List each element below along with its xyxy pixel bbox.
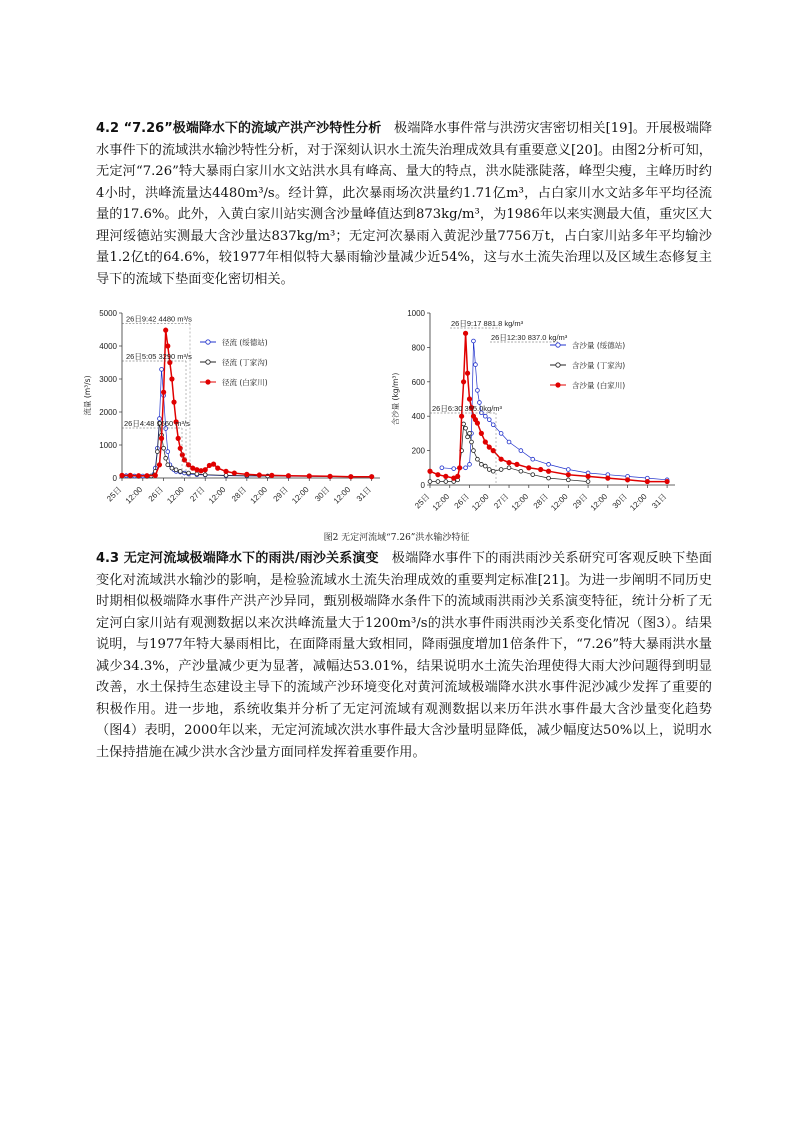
x-tick-label: 12:00: [549, 492, 570, 513]
data-point: [211, 462, 215, 466]
data-point: [328, 474, 332, 478]
data-point: [625, 478, 629, 482]
y-tick-label: 5000: [99, 309, 117, 318]
data-point: [203, 468, 207, 472]
data-point: [286, 473, 290, 477]
legend-label: 含沙量 (绥德站): [572, 341, 626, 350]
y-tick-label: 400: [411, 412, 425, 422]
section-4-3-heading: 4.3 无定河流域极端降水下的雨洪/雨沙关系演变: [96, 551, 379, 566]
data-point: [216, 466, 220, 470]
annotation-label: 26日4:48 1660 m³/s: [124, 419, 190, 428]
data-point: [465, 371, 469, 375]
data-point: [224, 469, 228, 473]
data-point: [515, 462, 519, 466]
x-tick-label: 25日: [413, 492, 432, 511]
legend-marker: [556, 343, 560, 347]
data-point: [476, 389, 480, 393]
data-point: [566, 472, 570, 476]
data-point: [491, 423, 495, 427]
data-point: [546, 469, 550, 473]
data-point: [461, 380, 465, 384]
data-point: [476, 457, 480, 461]
data-point: [606, 476, 610, 480]
x-tick-label: 28日: [531, 492, 550, 511]
data-point: [479, 431, 483, 435]
section-4-3-paragraph: [96, 548, 712, 763]
data-point: [166, 344, 170, 348]
data-point: [157, 463, 161, 467]
data-point: [180, 453, 184, 457]
data-point: [440, 466, 444, 470]
data-point: [172, 400, 176, 404]
data-point: [436, 480, 440, 484]
x-tick-label: 12:00: [165, 485, 186, 506]
x-tick-label: 30日: [313, 485, 332, 504]
data-point: [428, 469, 432, 473]
data-point: [199, 469, 203, 473]
y-tick-label: 0: [420, 481, 425, 490]
data-point: [455, 474, 459, 478]
data-point: [369, 474, 373, 478]
x-tick-label: 31日: [354, 485, 374, 504]
data-point: [464, 426, 468, 430]
y-axis-label: 流量 (m³/s): [83, 375, 92, 416]
data-point: [444, 480, 448, 484]
figure-caption: 图2 无定河流域“7.26”洪水输沙特征: [323, 533, 470, 543]
x-tick-label: 12:00: [430, 492, 452, 513]
data-point: [507, 440, 511, 444]
x-tick-label: 12:00: [470, 492, 491, 513]
data-point: [176, 436, 180, 440]
x-tick-label: 28日: [229, 485, 249, 504]
y-tick-label: 1000: [407, 309, 425, 318]
data-point: [203, 473, 207, 477]
x-tick-label: 12:00: [628, 492, 649, 513]
data-point: [232, 471, 236, 475]
data-point: [245, 472, 249, 476]
data-point: [507, 466, 511, 470]
x-tick-label: 25日: [105, 485, 124, 504]
data-point: [170, 377, 174, 381]
data-point: [586, 480, 590, 484]
data-point: [170, 466, 174, 470]
data-point: [136, 473, 140, 477]
data-point: [128, 473, 132, 477]
annotation-label: 26日9:17 881.8 kg/m³: [451, 319, 524, 328]
data-point: [499, 432, 503, 436]
data-point: [468, 462, 472, 466]
data-point: [547, 462, 551, 466]
legend-label: 含沙量 (白家川): [572, 381, 626, 390]
data-point: [464, 466, 468, 470]
data-point: [145, 473, 149, 477]
data-point: [178, 470, 182, 474]
y-tick-label: 800: [411, 343, 425, 353]
data-point: [483, 464, 487, 468]
data-point: [270, 473, 274, 477]
legend-marker: [206, 340, 210, 344]
section-4-2-paragraph: [96, 118, 712, 290]
data-point: [487, 418, 491, 422]
y-tick-label: 3000: [99, 375, 117, 384]
data-point: [160, 368, 164, 372]
data-point: [491, 469, 495, 473]
annotation-label: 26日9:42 4480 m³/s: [126, 314, 192, 324]
data-point: [468, 432, 472, 436]
data-point: [452, 467, 456, 471]
y-tick-label: 1000: [99, 441, 117, 450]
data-point: [153, 473, 157, 477]
legend-marker: [206, 360, 210, 364]
discharge-chart: [83, 300, 390, 522]
data-point: [499, 468, 503, 472]
x-tick-label: 30日: [610, 492, 629, 511]
annotation-label: 26日12:30 837.0 kg/m³: [491, 333, 568, 342]
x-tick-label: 12:00: [290, 485, 311, 506]
data-point: [487, 468, 491, 472]
data-point: [479, 462, 483, 466]
y-tick-label: 4000: [99, 342, 117, 351]
data-point: [547, 476, 551, 480]
data-point: [499, 457, 503, 461]
data-point: [475, 421, 479, 425]
legend-label: 径流 (白家川): [222, 378, 268, 387]
y-tick-label: 0: [112, 474, 117, 483]
x-tick-label: 12:00: [123, 485, 145, 506]
data-point: [195, 472, 199, 476]
data-point: [166, 463, 170, 467]
data-point: [307, 474, 311, 478]
legend-label: 含沙量 (丁家沟): [572, 361, 626, 370]
y-axis-label: 含沙量 (kg/m³): [391, 372, 400, 426]
data-point: [207, 463, 211, 467]
legend-label: 径流 (绥德站): [222, 338, 268, 347]
data-point: [483, 440, 487, 444]
data-point: [566, 468, 570, 472]
data-point: [459, 414, 463, 418]
legend-marker: [556, 383, 560, 387]
x-tick-label: 12:00: [206, 485, 228, 506]
x-tick-label: 29日: [571, 492, 590, 511]
data-point: [462, 422, 466, 426]
x-tick-label: 27日: [492, 492, 511, 511]
data-point: [463, 331, 467, 335]
data-point: [155, 450, 159, 454]
legend-marker: [206, 380, 210, 384]
x-tick-label: 26日: [452, 492, 471, 511]
data-point: [120, 473, 124, 477]
legend-label: 径流 (丁家沟): [222, 358, 268, 367]
data-point: [349, 474, 353, 478]
section-4-2-body: 极端降水事件常与洪涝灾害密切相关[19]。开展极端降水事件下的流域洪水输沙特性分析，对于深刻认识水土流失治理成效具有重要意义[20]。由图2分析可知，无定河“7.26”特大暴雨白家川水文站洪水具有峰高、量大的特点，洪水陡涨陡落，峰型尖瘦，主峰历时约4小时，洪峰流量达4480m³/s。经计算，此次暴雨场次洪量约1.71亿m³，占白家川水文站多年平均径流量的17.6%。此外，入黄白家川站实测含沙量峰值达到873kg/m³，为1986年以来实测最大值，重灾区大理河绥德站实测最大含沙量达837kg/m³；无定河次暴雨入黄泥沙量7756万t，占白家川站多年平均输沙量1.2亿t的64.6%，较1977年相似特大暴雨输沙量减少近54%，这与水土流失治理以及区域生态修复主导下的流域下垫面变化密切相关。: [96, 121, 713, 287]
data-point: [472, 339, 476, 343]
figure-2: [83, 300, 710, 522]
data-point: [467, 397, 471, 401]
x-tick-label: 31日: [650, 492, 669, 511]
data-point: [444, 474, 448, 478]
sediment-chart: [390, 300, 690, 522]
section-4-3-body: 极端降水事件下的雨洪雨沙关系研究可客观反映下垫面变化对流域洪水输沙的影响，是检验流域水土流失治理成效的重要判定标准[21]。为进一步阐明不同历史时期相似极端降水事件产洪产沙异同，甄别极端降水条件下的流域雨洪雨沙关系演变特征，统计分析了无定河白家川站有观测数据以来次洪峰流量大于1200m³/s的洪水事件雨洪雨沙关系变化情况（图3）。结果说明，与1977年特大暴雨相比，在面降雨量大致相同，降雨强度增加1倍条件下，“7.26”特大暴雨洪水量减少34.3%，产沙量减少更为显著，减幅达53.01%，结果说明水土流失治理使得大雨大沙问题得到明显改善，水土保持生态建设主导下的流域产沙环境变化对黄河流域极端降水洪水事件泥沙减少发挥了重要的积极作用。进一步地，系统收集并分析了无定河流域有观测数据以来历年洪水事件最大含沙量变化趋势（图4）表明，2000年以来，无定河流域次洪水事件最大含沙量明显降低，减少幅度达50%以上，说明水土保持措施在减少洪水含沙量方面同样发挥着重要作用。: [96, 551, 713, 760]
data-point: [487, 445, 491, 449]
data-point: [507, 460, 511, 464]
x-tick-label: 12:00: [588, 492, 610, 513]
data-point: [474, 363, 478, 367]
data-point: [436, 472, 440, 476]
data-point: [472, 449, 476, 453]
data-point: [519, 469, 523, 473]
data-point: [162, 446, 166, 450]
x-tick-label: 27日: [188, 485, 207, 504]
data-point: [665, 479, 669, 483]
data-point: [164, 456, 168, 460]
annotation-label: 26日5:05 3290 m³/s: [126, 352, 192, 361]
series-line: [122, 423, 372, 477]
data-point: [538, 467, 542, 471]
data-point: [470, 440, 474, 444]
x-tick-label: 12:00: [331, 485, 353, 506]
x-tick-label: 26日: [146, 485, 166, 504]
y-tick-label: 200: [411, 446, 425, 456]
data-point: [457, 466, 461, 470]
data-point: [483, 414, 487, 418]
x-tick-label: 12:00: [509, 492, 531, 513]
data-point: [159, 436, 163, 440]
data-point: [195, 468, 199, 472]
x-tick-label: 29日: [271, 485, 290, 504]
data-point: [566, 478, 570, 482]
data-point: [428, 480, 432, 484]
data-point: [645, 479, 649, 483]
data-point: [519, 449, 523, 453]
data-point: [174, 468, 178, 472]
data-point: [527, 466, 531, 470]
data-point: [166, 450, 170, 454]
series-line: [430, 424, 588, 482]
data-point: [161, 390, 165, 394]
data-point: [491, 448, 495, 452]
legend-marker: [556, 363, 560, 367]
data-point: [163, 328, 167, 332]
x-tick-label: 12:00: [248, 485, 270, 506]
y-tick-label: 2000: [99, 408, 117, 417]
data-point: [531, 473, 535, 477]
data-point: [257, 473, 261, 477]
data-point: [586, 474, 590, 478]
data-point: [191, 466, 195, 470]
data-point: [531, 457, 535, 461]
y-tick-label: 600: [411, 377, 425, 387]
annotation-label: 26日6:30 355.0kg/m³: [432, 404, 503, 413]
section-4-2-heading: 4.2 “7.26”极端降水下的流域产洪产沙特性分析: [96, 121, 382, 136]
data-point: [224, 473, 228, 477]
